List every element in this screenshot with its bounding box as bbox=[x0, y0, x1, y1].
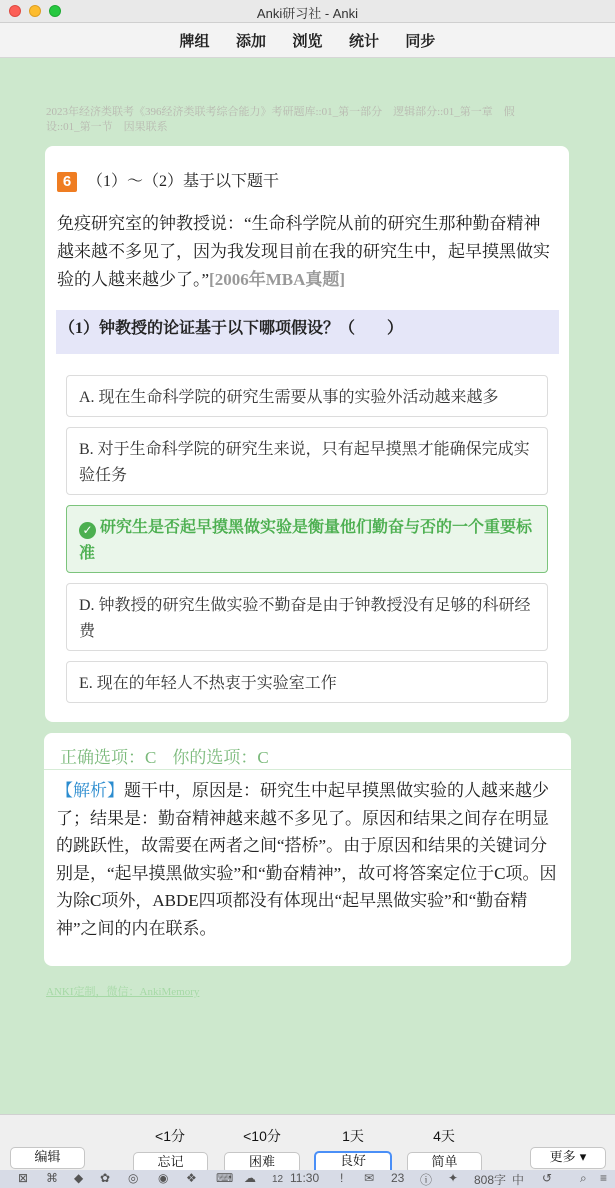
palette-icon[interactable]: ❖ bbox=[186, 1171, 197, 1185]
correct-answer: 正确选项：C bbox=[60, 748, 157, 767]
answer-summary bbox=[60, 743, 285, 768]
option-c-text: 研究生是否起早摸黑做实验是衡量他们勤奋与否的一个重要标准 bbox=[79, 519, 533, 562]
option-d[interactable] bbox=[66, 583, 548, 651]
toolbar-browse[interactable]: 浏览 bbox=[292, 32, 323, 50]
stem-text: 免疫研究室的钟教授说：“生命科学院从前的研究生那种勤奋精神越来越不多见了，因为我发现目前在我的研究生中，起早摸黑做实验的人越来越少了。” bbox=[57, 214, 550, 289]
small-number: 12 bbox=[272, 1174, 284, 1185]
divider bbox=[44, 769, 571, 770]
option-a-text: A. 现在生命科学院的研究生需要从事的实验外活动越来越多 bbox=[79, 389, 499, 406]
your-answer: 你的选项：C bbox=[172, 748, 269, 767]
option-e[interactable] bbox=[66, 661, 548, 703]
mascot-icon[interactable]: ✦ bbox=[448, 1171, 459, 1185]
question-number-badge: 6 bbox=[57, 172, 77, 192]
option-d-text: D. 钟教授的研究生做实验不勤奋是由于钟教授没有足够的科研经费 bbox=[79, 597, 531, 640]
list-icon[interactable]: ≡ bbox=[600, 1171, 608, 1185]
explanation-tag: 【解析】 bbox=[56, 781, 124, 800]
toolbar-add[interactable]: 添加 bbox=[236, 32, 267, 50]
question-header-text: （1）～（2）基于以下题干 bbox=[87, 173, 280, 190]
window-title: Anki研习社 - Anki bbox=[256, 6, 359, 21]
alert-icon[interactable]: ! bbox=[340, 1171, 344, 1185]
system-menu-bar bbox=[0, 1170, 615, 1188]
badge-count: 23 bbox=[391, 1171, 405, 1185]
sub-question-box bbox=[56, 310, 559, 354]
menubar-time: 11:30 bbox=[290, 1171, 320, 1185]
search-icon[interactable]: ⌕ bbox=[580, 1171, 587, 1185]
good-button[interactable]: 良好 bbox=[314, 1151, 392, 1175]
check-circle-icon: ✓ bbox=[79, 522, 96, 539]
interval-again: <1分 bbox=[155, 1128, 185, 1144]
explanation-text: 题干中，原因是：研究生中起早摸黑做实验的人越来越少了；结果是：勤奋精神越来越不多见了。原因和结果之间存在明显的跳跃性，故需要在两者之间“搭桥”。由于原因和结果的关键词分别是，“起早摸黑做实验”和“勤奋精神”，故可将答案定位于C项。因为除C项外，ABDE四项都没有体现出“起早黑做实验”和“勤奋精神”之间的内在联系。 bbox=[56, 781, 557, 938]
sub-question-text: （1）钟教授的论证基于以下哪项假设？（ ） bbox=[59, 320, 404, 337]
command-icon[interactable]: ⌘ bbox=[46, 1171, 58, 1185]
edit-button[interactable]: 编辑 bbox=[10, 1147, 85, 1169]
again-button[interactable]: 忘记 bbox=[133, 1152, 208, 1174]
cluster-icon[interactable]: ✿ bbox=[100, 1171, 111, 1185]
deck-breadcrumb: 2023年经济类联考《396经济类联考综合能力》考研题库::01_第一部分 逻辑部分::01_第一章 假 设::01_第一节 因果联系 bbox=[46, 106, 526, 133]
hard-button[interactable]: 困难 bbox=[224, 1152, 300, 1174]
option-a[interactable] bbox=[66, 375, 548, 417]
answer-bar bbox=[0, 1114, 615, 1171]
input-method-icon[interactable]: 中 bbox=[512, 1173, 525, 1187]
more-button[interactable]: 更多 ▾ bbox=[530, 1147, 606, 1169]
answer-card bbox=[44, 733, 571, 966]
interval-easy: 4天 bbox=[433, 1128, 455, 1144]
option-e-text: E. 现在的年轻人不热衷于实验室工作 bbox=[79, 675, 337, 692]
explanation bbox=[56, 777, 560, 942]
history-icon[interactable]: ↺ bbox=[542, 1171, 553, 1185]
wechat-icon[interactable]: ✉ bbox=[364, 1171, 375, 1185]
option-c-correct[interactable] bbox=[66, 505, 548, 573]
toolbar-stats[interactable]: 统计 bbox=[348, 32, 379, 50]
keyboard-icon[interactable]: ⌨ bbox=[216, 1171, 234, 1185]
chat-icon[interactable]: ◎ bbox=[128, 1171, 139, 1185]
toolbar-sync[interactable]: 同步 bbox=[405, 32, 436, 50]
question-stem bbox=[57, 210, 557, 294]
word-count: 808字 bbox=[474, 1173, 507, 1187]
toolbar-decks[interactable]: 牌组 bbox=[179, 32, 210, 50]
question-source: [2006年MBA真题] bbox=[209, 270, 346, 289]
interval-good: 1天 bbox=[342, 1128, 364, 1144]
interval-hard: <10分 bbox=[243, 1128, 281, 1144]
main-toolbar bbox=[0, 23, 615, 58]
question-card bbox=[45, 146, 569, 722]
option-b[interactable] bbox=[66, 427, 548, 495]
info-icon[interactable]: ⓘ bbox=[420, 1173, 433, 1187]
question-header bbox=[57, 168, 279, 192]
footer-link[interactable]: ANKI定制，微信：AnkiMemory bbox=[46, 986, 200, 998]
option-b-text: B. 对于生命科学院的研究生来说，只有起早摸黑才能确保完成实验任务 bbox=[79, 441, 530, 484]
cloud-icon[interactable]: ☁ bbox=[244, 1171, 256, 1185]
title-bar bbox=[0, 0, 615, 23]
easy-button[interactable]: 简单 bbox=[407, 1152, 482, 1174]
wps-icon[interactable]: ⊠ bbox=[18, 1171, 29, 1185]
app-icon[interactable]: ◆ bbox=[74, 1171, 84, 1185]
spiral-icon[interactable]: ◉ bbox=[158, 1171, 169, 1185]
